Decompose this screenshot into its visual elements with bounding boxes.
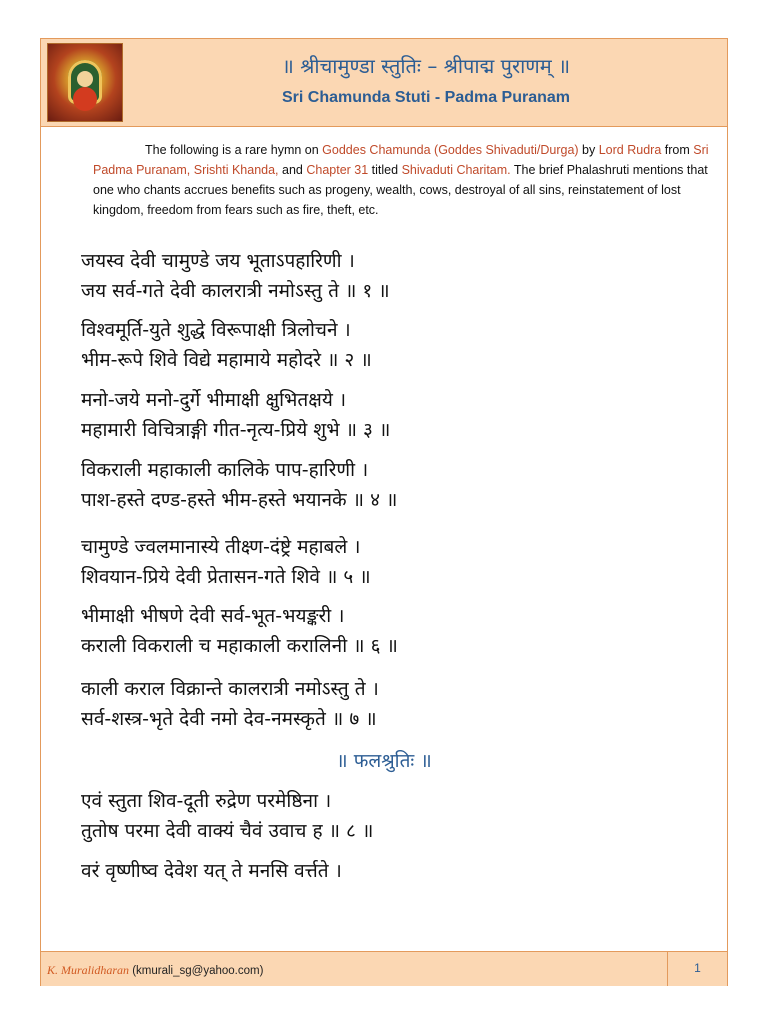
footer-credit [47, 963, 263, 978]
page-number: 1 [694, 961, 701, 975]
verse-line: वरं वृष्णीष्व देवेश यत् ते मनसि वर्त्तते । [81, 860, 342, 882]
verse-line: विकराली महाकाली कालिके पाप-हारिणी । [81, 459, 369, 481]
verse-line: कराली विकराली च महाकाली करालिनी ॥ ६ ॥ [81, 635, 398, 657]
verse-2 [81, 315, 721, 375]
intro-highlight-title: Shivaduti Charitam. [401, 163, 511, 177]
verse-3 [81, 385, 721, 445]
verse-9 [81, 856, 721, 886]
verse-line: महामारी विचित्राङ्गी गीत-नृत्य-प्रिये शुभे ॥ ३ ॥ [81, 419, 391, 441]
verse-line: भीम-रूपे शिवे विद्ये महामाये महोदरे ॥ २ ॥ [81, 349, 372, 371]
title-sanskrit: ॥ श्रीचामुण्डा स्तुतिः – श्रीपाद्म पुराणम् ॥ [281, 54, 571, 78]
intro-text-4: and [278, 163, 307, 177]
author-email: (kmurali_sg@yahoo.com) [129, 965, 264, 977]
verse-line: एवं स्तुता शिव-दूती रुद्रेण परमेष्ठिना । [81, 790, 332, 812]
title-english: Sri Chamunda Stuti - Padma Puranam [281, 89, 571, 106]
intro-text-1: The following is a rare hymn on [145, 143, 323, 157]
intro-text-2: by [578, 143, 599, 157]
intro-text-3: from [661, 143, 694, 157]
verse-4 [81, 455, 721, 515]
page-footer [41, 951, 727, 986]
intro-highlight-author: Lord Rudra [598, 143, 662, 157]
intro-text-6: The brief Phalashruti mentions that one who chants accrues benefits such as progeny, wealth, cows, destroyal of all sins, reinstatement of lost kingdom, freedom from fears such as fire, theft, etc. [93, 163, 708, 217]
intro-paragraph [93, 140, 719, 220]
verse-line: तुतोष परमा देवी वाक्यं चैवं उवाच ह ॥ ८ ॥ [81, 820, 374, 842]
page-header [41, 39, 727, 127]
intro-highlight-source: Sri Padma Puranam, Srishti Khanda, [93, 143, 709, 177]
author-name: K. Muralidharan [47, 963, 130, 977]
deity-image-icon [47, 43, 123, 122]
intro-highlight-chapter: Chapter 31 [306, 163, 369, 177]
verse-5 [81, 532, 721, 592]
verse-line: भीमाक्षी भीषणे देवी सर्व-भूत-भयङ्करी । [81, 605, 345, 627]
verse-line: जय सर्व-गते देवी कालरात्री नमोऽस्तु ते ॥ १ ॥ [81, 280, 390, 302]
verse-line: चामुण्डे ज्वलमानास्ये तीक्ष्ण-दंष्ट्रे महाबले । [81, 536, 361, 558]
verse-line: सर्व-शस्त्र-भृते देवी नमो देव-नमस्कृते ॥ ७ ॥ [81, 708, 377, 730]
intro-text-5: titled [368, 163, 402, 177]
document-page [40, 38, 728, 986]
verse-line: पाश-हस्ते दण्ड-हस्ते भीम-हस्ते भयानके ॥ ४ ॥ [81, 489, 398, 511]
verse-1 [81, 246, 721, 306]
verse-line: मनो-जये मनो-दुर्गे भीमाक्षी क्षुभितक्षये । [81, 389, 347, 411]
verse-7 [81, 674, 721, 734]
verse-6 [81, 601, 721, 661]
verse-line: जयस्व देवी चामुण्डे जय भूताऽपहारिणी । [81, 250, 355, 272]
verse-8 [81, 786, 721, 846]
verse-line: शिवयान-प्रिये देवी प्रेतासन-गते शिवे ॥ ५ ॥ [81, 566, 371, 588]
intro-highlight-deity: Goddes Chamunda (Goddes Shivaduti/Durga) [322, 143, 579, 157]
phalashruti-heading: ॥ फलश्रुतिः ॥ [336, 750, 432, 772]
verse-line: काली कराल विक्रान्ते कालरात्री नमोऽस्तु ते । [81, 678, 379, 700]
verse-line: विश्वमूर्ति-युते शुद्धे विरूपाक्षी त्रिलोचने । [81, 319, 351, 341]
